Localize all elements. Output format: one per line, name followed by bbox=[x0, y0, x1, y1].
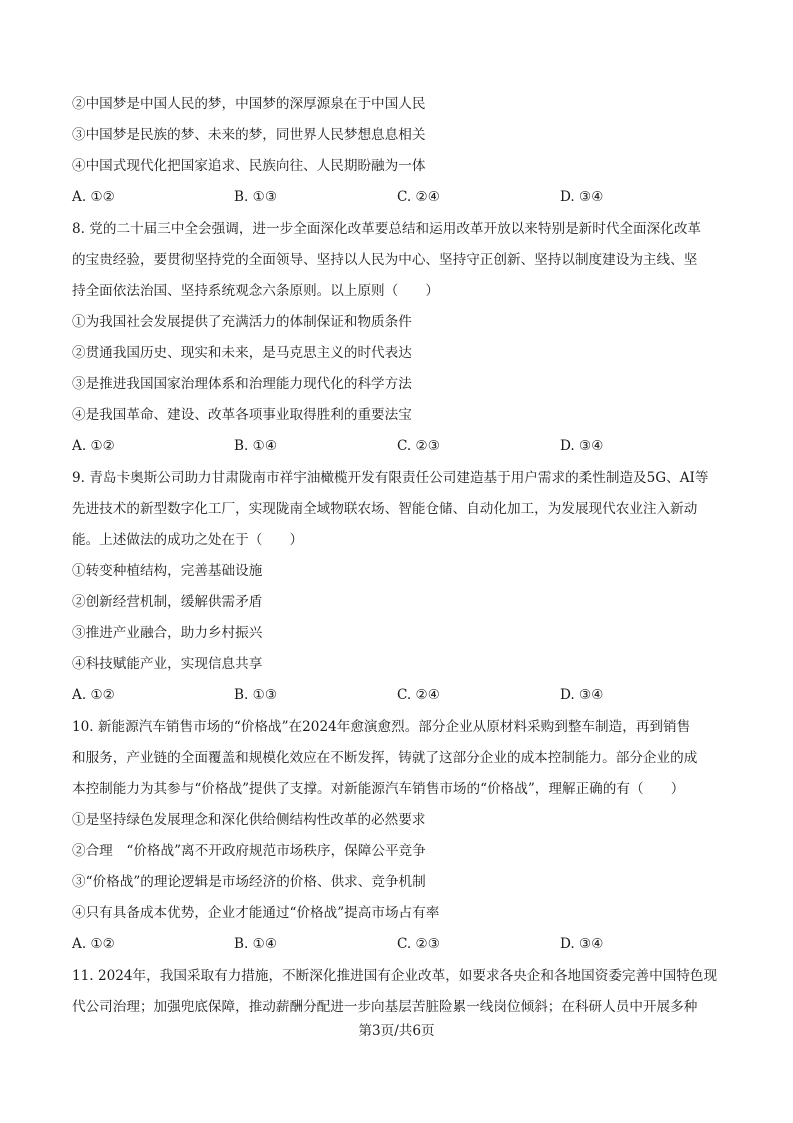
q10-statement-3: ③“价格战”的理论逻辑是市场经济的价格、供求、竞争机制 bbox=[72, 874, 426, 890]
q10-stem-line-3: 本控制能力为其参与“价格战”提供了支撑。对新能源汽车销售市场的“价格战”，理解正确的有（ ） bbox=[72, 781, 685, 797]
q9-statement-1: ①转变种植结构，完善基础设施 bbox=[72, 563, 263, 579]
q7-option-d: D. ③④ bbox=[560, 189, 604, 205]
q9-stem-line-2: 先进技术的新型数字化工厂，实现陇南全域物联农场、智能仓储、自动化加工，为发展现代农业注入新动 bbox=[72, 501, 698, 517]
q9-option-b: B. ①③ bbox=[234, 687, 278, 703]
q7-options bbox=[72, 188, 632, 206]
q10-option-d: D. ③④ bbox=[560, 936, 604, 952]
q10-statement-4: ④只有具备成本优势，企业才能通过“价格战”提高市场占有率 bbox=[72, 905, 440, 921]
q10-statement-2: ②合理 “价格战”离不开政府规范市场秩序，保障公平竞争 bbox=[72, 843, 426, 859]
q9-option-c: C. ②④ bbox=[397, 687, 440, 703]
q7-statement-4: ④中国式现代化把国家追求、民族向往、人民期盼融为一体 bbox=[72, 158, 426, 174]
q9-options bbox=[72, 686, 632, 704]
q8-option-b: B. ①④ bbox=[234, 438, 278, 454]
q8-statement-2: ②贯通我国历史、现实和未来，是马克思主义的时代表达 bbox=[72, 345, 412, 361]
q10-options bbox=[72, 935, 632, 953]
q9-option-a: A. ①② bbox=[72, 687, 115, 703]
q8-option-d: D. ③④ bbox=[560, 438, 604, 454]
q9-option-d: D. ③④ bbox=[560, 687, 604, 703]
q8-options bbox=[72, 437, 632, 455]
q8-statement-3: ③是推进我国国家治理体系和治理能力现代化的科学方法 bbox=[72, 376, 412, 392]
q9-stem-line-3: 能。上述做法的成功之处在于（ ） bbox=[72, 532, 304, 548]
q8-option-c: C. ②③ bbox=[397, 438, 440, 454]
q8-stem-line-2: 的宝贵经验，要贯彻坚持党的全面领导、坚持以人民为中心、坚持守正创新、坚持以制度建设为主线、坚 bbox=[72, 252, 698, 268]
q8-option-a: A. ①② bbox=[72, 438, 115, 454]
q7-option-c: C. ②④ bbox=[397, 189, 440, 205]
q10-option-a: A. ①② bbox=[72, 936, 115, 952]
q11-stem-line-1: 11. 2024年，我国采取有力措施，不断深化推进国有企业改革，如要求各央企和各地国资委完善中国特色现 bbox=[72, 968, 718, 984]
q9-statement-4: ④科技赋能产业，实现信息共享 bbox=[72, 656, 263, 672]
q11-stem-line-2: 代公司治理；加强兜底保障，推动薪酬分配进一步向基层苦脏险累一线岗位倾斜；在科研人员中开展多种 bbox=[72, 999, 698, 1015]
q10-statement-1: ①是坚持绿色发展理念和深化供给侧结构性改革的必然要求 bbox=[72, 812, 426, 828]
q10-stem-line-1: 10. 新能源汽车销售市场的“价格战”在2024年愈演愈烈。部分企业从原材料采购到整车制造，再到销售 bbox=[72, 719, 691, 735]
q7-option-a: A. ①② bbox=[72, 189, 115, 205]
q10-option-b: B. ①④ bbox=[234, 936, 278, 952]
q8-statement-1: ①为我国社会发展提供了充满活力的体制保证和物质条件 bbox=[72, 314, 412, 330]
q8-stem-line-1: 8. 党的二十届三中全会强调，进一步全面深化改革要总结和运用改革开放以来特别是新时代全面深化改革 bbox=[72, 221, 702, 237]
q9-statement-3: ③推进产业融合，助力乡村振兴 bbox=[72, 625, 263, 641]
q10-stem-line-2: 和服务，产业链的全面覆盖和规模化效应在不断发挥，铸就了这部分企业的成本控制能力。部分企业的成 bbox=[72, 750, 698, 766]
q8-stem-line-3: 持全面依法治国、坚持系统观念六条原则。以上原则（ ） bbox=[72, 283, 440, 299]
q7-statement-2: ②中国梦是中国人民的梦，中国梦的深厚源泉在于中国人民 bbox=[72, 96, 426, 112]
q7-statement-3: ③中国梦是民族的梦、未来的梦，同世界人民梦想息息相关 bbox=[72, 127, 426, 143]
q10-option-c: C. ②③ bbox=[397, 936, 440, 952]
q9-stem-line-1: 9. 青岛卡奥斯公司助力甘肃陇南市祥宇油橄榄开发有限责任公司建造基于用户需求的柔性制造及5G、AI等 bbox=[72, 470, 709, 486]
q9-statement-2: ②创新经营机制，缓解供需矛盾 bbox=[72, 594, 263, 610]
q7-option-b: B. ①③ bbox=[234, 189, 278, 205]
q8-statement-4: ④是我国革命、建设、改革各项事业取得胜利的重要法宝 bbox=[72, 407, 412, 423]
page-number-footer: 第3页/共6页 bbox=[358, 1023, 435, 1039]
